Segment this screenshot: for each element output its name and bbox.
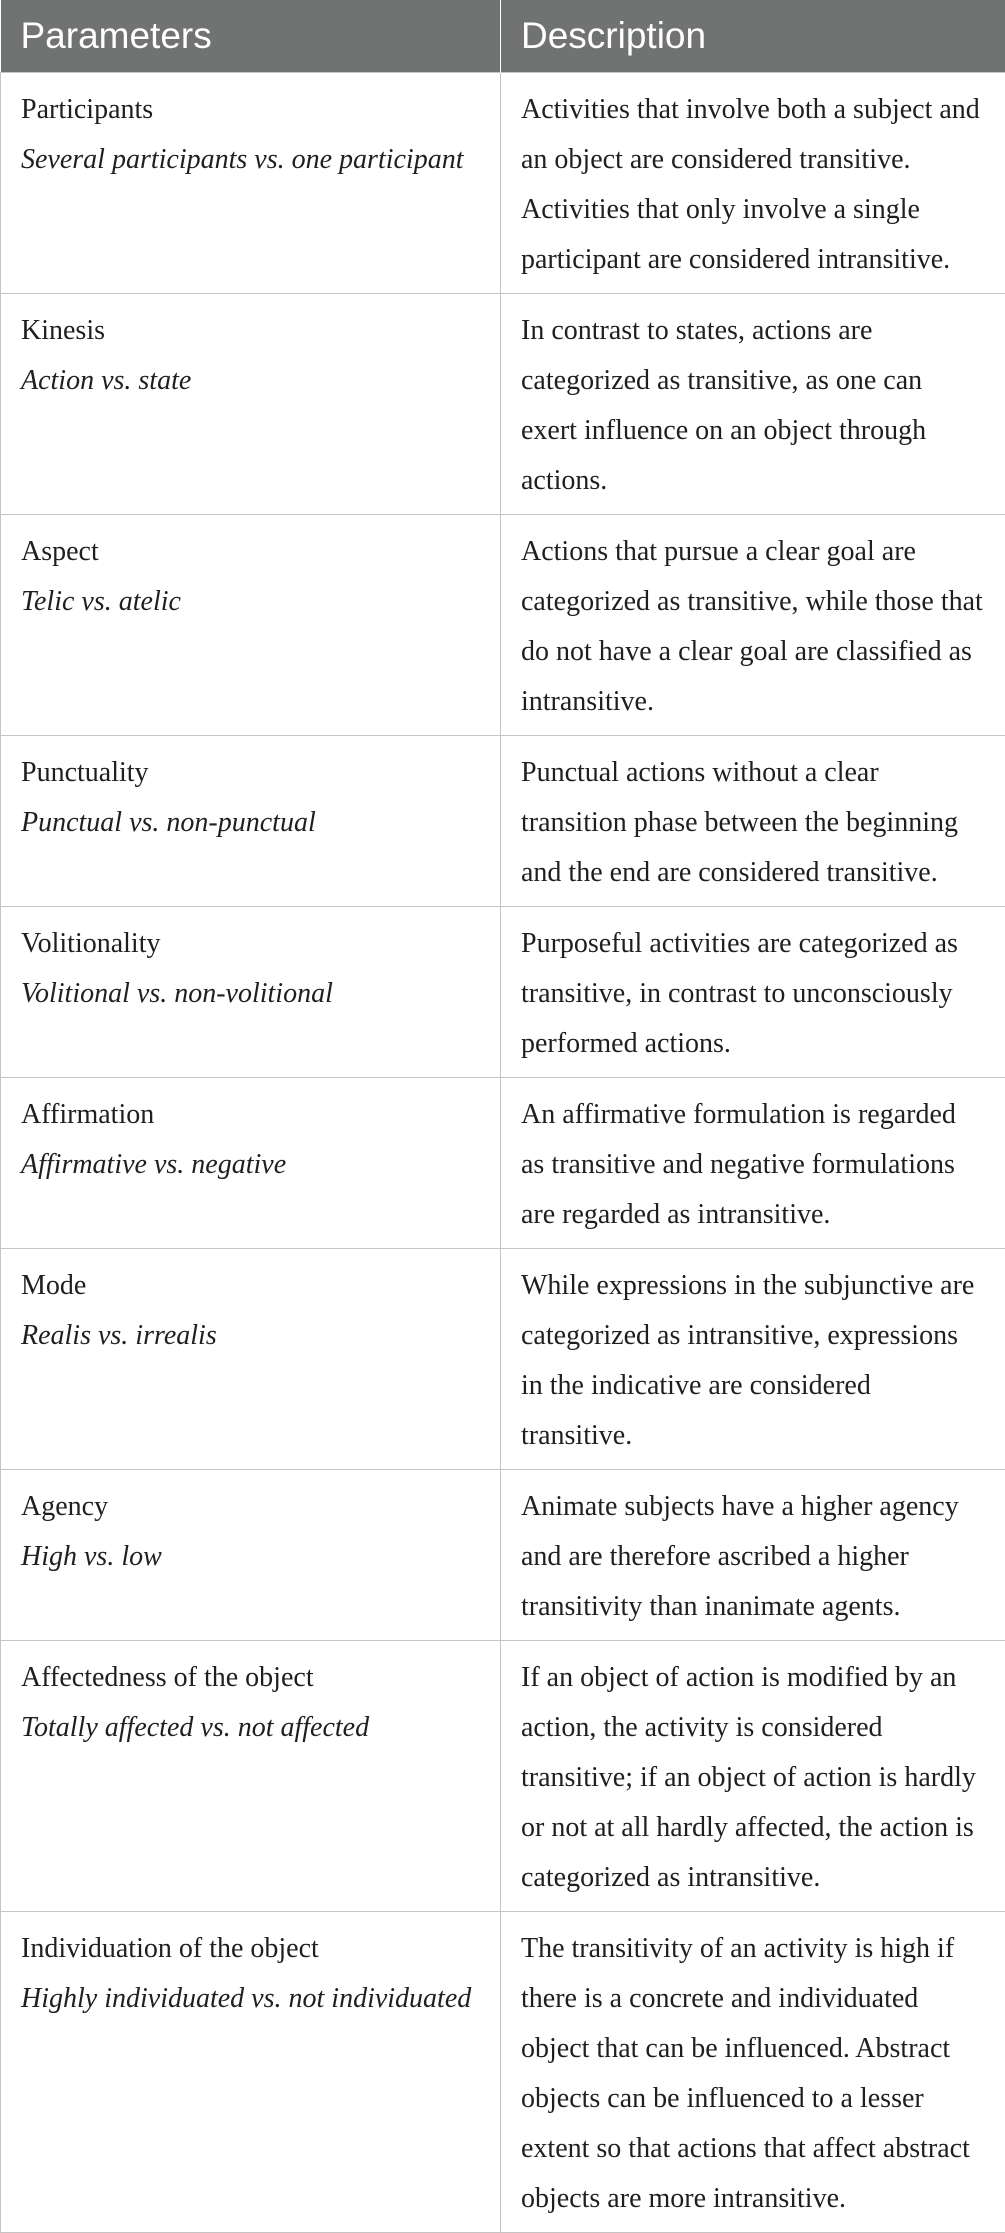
description-cell [501,515,1005,736]
parameter-name: Affirmation [21,1090,480,1140]
parameter-cell [1,73,501,294]
parameter-cell [1,736,501,907]
parameter-name: Participants [21,85,480,135]
parameter-name: Volitionality [21,919,480,969]
description-text: An affirmative formulation is regarded as transitive and negative formulations are regarded as intransitive. [521,1090,985,1240]
parameter-contrast: High vs. low [21,1532,480,1582]
table-row [1,1249,1005,1470]
description-text: While expressions in the subjunctive are categorized as intransitive, expressions in the indicative are considered transitive. [521,1261,985,1461]
description-text: Animate subjects have a higher agency and are therefore ascribed a higher transitivity than inanimate agents. [521,1482,985,1632]
description-text: If an object of action is modified by an action, the activity is considered transitive; if an object of action is hardly or not at all hardly affected, the action is categorized as intransitive. [521,1653,985,1903]
parameter-contrast: Several participants vs. one participant [21,135,480,185]
table-row [1,907,1005,1078]
description-text: Activities that involve both a subject and an object are considered transitive. Activities that only involve a single participant are considered intransitive. [521,85,985,285]
parameter-name: Mode [21,1261,480,1311]
parameter-name: Punctuality [21,748,480,798]
parameter-name: Aspect [21,527,480,577]
description-cell [501,294,1005,515]
description-text: In contrast to states, actions are categorized as transitive, as one can exert influence on an object through actions. [521,306,985,506]
description-cell [501,1249,1005,1470]
header-parameters: Parameters [1,0,501,73]
table-row [1,294,1005,515]
description-cell [501,73,1005,294]
header-row [1,0,1005,73]
description-cell [501,1078,1005,1249]
description-cell [501,907,1005,1078]
table-row [1,1078,1005,1249]
table-header [1,0,1005,73]
table-row [1,736,1005,907]
description-text: Punctual actions without a clear transition phase between the beginning and the end are considered transitive. [521,748,985,898]
parameter-contrast: Punctual vs. non-punctual [21,798,480,848]
parameter-name: Individuation of the object [21,1924,480,1974]
header-description: Description [501,0,1005,73]
table-row [1,1470,1005,1641]
parameter-name: Agency [21,1482,480,1532]
parameter-contrast: Affirmative vs. negative [21,1140,480,1190]
table-row [1,1641,1005,1912]
parameter-contrast: Volitional vs. non-volitional [21,969,480,1019]
parameter-cell [1,1470,501,1641]
table-row [1,73,1005,294]
parameter-name: Affectedness of the object [21,1653,480,1703]
parameter-name: Kinesis [21,306,480,356]
parameter-cell [1,1912,501,2233]
description-text: Purposeful activities are categorized as transitive, in contrast to unconsciously performed actions. [521,919,985,1069]
table-row [1,515,1005,736]
parameter-cell [1,294,501,515]
parameter-cell [1,1078,501,1249]
parameter-cell [1,907,501,1078]
description-text: Actions that pursue a clear goal are categorized as transitive, while those that do not have a clear goal are classified as intransitive. [521,527,985,727]
description-cell [501,1912,1005,2233]
parameter-contrast: Totally affected vs. not affected [21,1703,480,1753]
parameter-cell [1,1249,501,1470]
parameter-cell [1,1641,501,1912]
parameter-contrast: Action vs. state [21,356,480,406]
table-body [1,73,1005,2233]
parameter-contrast: Telic vs. atelic [21,577,480,627]
description-cell [501,736,1005,907]
table-row [1,1912,1005,2233]
parameter-cell [1,515,501,736]
description-cell [501,1470,1005,1641]
description-cell [501,1641,1005,1912]
description-text: The transitivity of an activity is high if there is a concrete and individuated object that can be influenced. Abstract objects can be influenced to a lesser extent so that actions that affect abstract objects are more intransitive. [521,1924,985,2224]
parameter-contrast: Realis vs. irrealis [21,1311,480,1361]
parameter-contrast: Highly individuated vs. not individuated [21,1974,480,2024]
